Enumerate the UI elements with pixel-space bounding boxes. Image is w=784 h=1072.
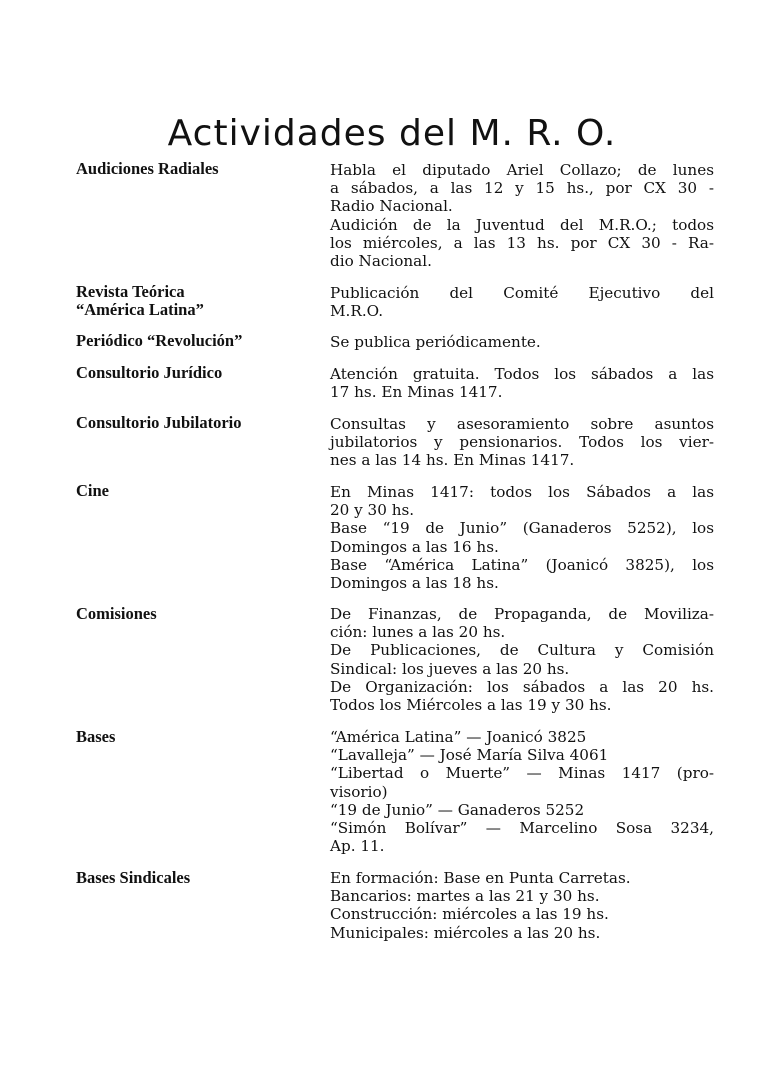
entry-body-line: Atención gratuita. Todos los sábados a las bbox=[330, 365, 714, 383]
entry-label-line: “América Latina” bbox=[76, 300, 204, 320]
entry-label-revista-teorica bbox=[76, 283, 316, 319]
entry-body-line: 17 hs. En Minas 1417. bbox=[330, 383, 503, 402]
entry-body-line: Consultas y asesoramiento sobre asuntos bbox=[330, 415, 714, 433]
entry-body-line: ción: lunes a las 20 hs. bbox=[330, 623, 506, 642]
entry-body-line: Construcción: miércoles a las 19 hs. bbox=[330, 905, 609, 924]
entry-body-line: En Minas 1417: todos los Sábados a las bbox=[330, 483, 714, 501]
entry-label-line: Consultorio Jurídico bbox=[76, 363, 223, 382]
entry-body-line: visorio) bbox=[330, 782, 388, 801]
entry-body-cine bbox=[330, 483, 714, 592]
entry-label-line: Comisiones bbox=[76, 604, 157, 623]
entry-label-periodico-revolucion bbox=[76, 332, 316, 350]
entry-body-audiciones-radiales bbox=[330, 161, 714, 270]
entry-body-line: “América Latina” — Joanicó 3825 bbox=[330, 728, 587, 746]
entry-body-bases bbox=[330, 728, 714, 855]
entry-label-line: Revista Teórica bbox=[76, 282, 185, 301]
entry-body-comisiones bbox=[330, 605, 714, 714]
entry-label-comisiones bbox=[76, 605, 316, 623]
entry-label-line: Audiciones Radiales bbox=[76, 159, 219, 178]
entry-body-line: a sábados, a las 12 y 15 hs., por CX 30 - bbox=[330, 179, 714, 198]
entry-body-line: Domingos a las 18 hs. bbox=[330, 574, 499, 593]
entry-body-line: Habla el diputado Ariel Collazo; de lunes bbox=[330, 161, 714, 179]
entry-body-line: los miércoles, a las 13 hs. por CX 30 - Ra- bbox=[330, 233, 714, 252]
entry-body-line: De Finanzas, de Propaganda, de Moviliza- bbox=[330, 605, 714, 623]
entry-body-line: Domingos a las 16 hs. bbox=[330, 537, 499, 556]
entry-body-periodico-revolucion bbox=[330, 333, 714, 351]
entry-body-line: M.R.O. bbox=[330, 302, 384, 321]
entry-body-line: Bancarios: martes a las 21 y 30 hs. bbox=[330, 887, 600, 906]
entry-body-line: Ap. 11. bbox=[330, 837, 385, 856]
entry-body-line: De Organización: los sábados a las 20 hs. bbox=[330, 677, 714, 696]
entry-body-bases-sindicales bbox=[330, 869, 714, 942]
entry-body-line: jubilatorios y pensionarios. Todos los vier- bbox=[330, 433, 714, 452]
entry-label-bases bbox=[76, 728, 316, 746]
entry-body-line: Radio Nacional. bbox=[330, 197, 453, 216]
entry-label-consultorio-juridico bbox=[76, 364, 316, 382]
entry-body-line: “19 de Junio” — Ganaderos 5252 bbox=[330, 800, 585, 819]
entry-label-cine bbox=[76, 482, 316, 500]
entry-body-line: Audición de la Juventud del M.R.O.; todos bbox=[330, 215, 714, 234]
entry-body-line: En formación: Base en Punta Carretas. bbox=[330, 869, 631, 887]
entry-body-revista-teorica bbox=[330, 284, 714, 320]
entry-body-line: Municipales: miércoles a las 20 hs. bbox=[330, 923, 601, 942]
entry-label-audiciones-radiales bbox=[76, 160, 316, 178]
entry-body-line: Sindical: los jueves a las 20 hs. bbox=[330, 659, 570, 678]
entry-label-consultorio-jubilatorio bbox=[76, 414, 316, 432]
entry-body-consultorio-jubilatorio bbox=[330, 415, 714, 470]
entry-body-line: Base “19 de Junio” (Ganaderos 5252), los bbox=[330, 519, 714, 538]
entry-body-line: dio Nacional. bbox=[330, 252, 432, 271]
entry-body-line: “Lavalleja” — José María Silva 4061 bbox=[330, 746, 609, 765]
entry-label-line: Periódico “Revolución” bbox=[76, 331, 243, 350]
entry-label-line: Bases bbox=[76, 727, 116, 746]
entry-body-line: De Publicaciones, de Cultura y Comisión bbox=[330, 641, 714, 660]
entry-body-line: 20 y 30 hs. bbox=[330, 501, 415, 520]
entry-body-line: “Simón Bolívar” — Marcelino Sosa 3234, bbox=[330, 819, 714, 838]
entry-body-line: Todos los Miércoles a las 19 y 30 hs. bbox=[330, 696, 612, 715]
entry-label-line: Consultorio Jubilatorio bbox=[76, 413, 242, 432]
entry-body-line: “Libertad o Muerte” — Minas 1417 (pro- bbox=[330, 764, 714, 783]
entry-body-line: Base “América Latina” (Joanicó 3825), los bbox=[330, 555, 714, 574]
entry-label-line: Cine bbox=[76, 481, 109, 500]
entry-label-line: Bases Sindicales bbox=[76, 868, 191, 887]
entry-body-line: Se publica periódicamente. bbox=[330, 333, 541, 351]
entry-label-bases-sindicales bbox=[76, 869, 316, 887]
entry-body-consultorio-juridico bbox=[330, 365, 714, 401]
entry-body-line: nes a las 14 hs. En Minas 1417. bbox=[330, 451, 575, 470]
entry-body-line: Publicación del Comité Ejecutivo del bbox=[330, 284, 714, 302]
page-title: Actividades del M. R. O. bbox=[167, 113, 617, 155]
